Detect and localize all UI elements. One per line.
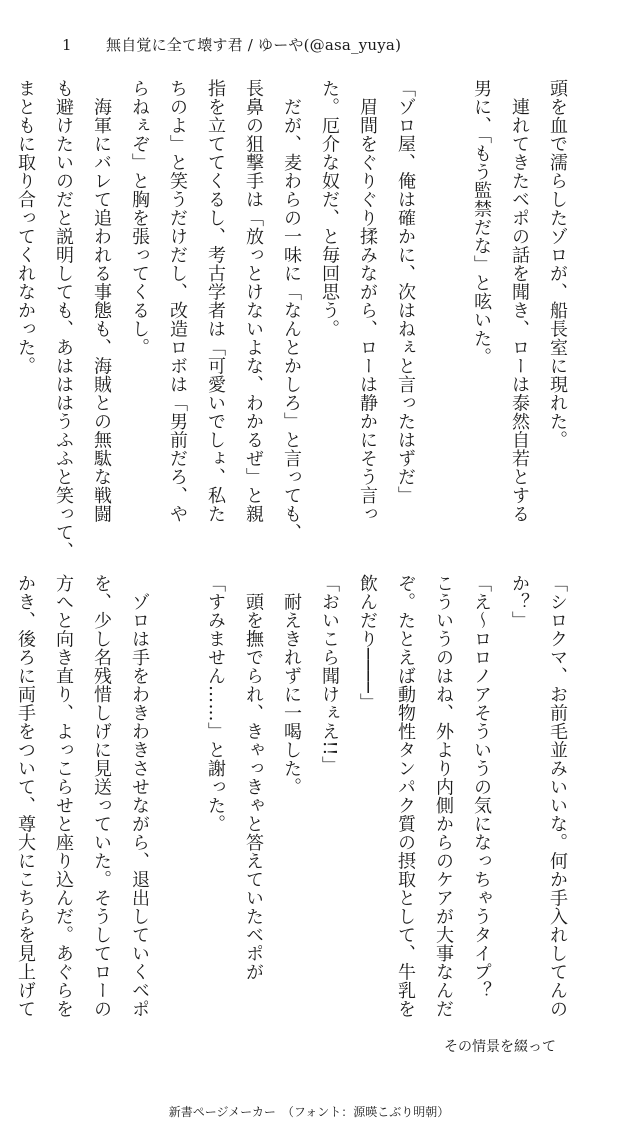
- page-header: [62, 34, 401, 55]
- text-line: 耐えきれずに一喝した。: [281, 574, 302, 796]
- text-line: を、少し名残惜しげに見送っていた。そうしてローの: [91, 574, 112, 1018]
- text-line: ちのよ」と笑うだけだし、改造ロボは「男前だろ、や: [167, 79, 188, 523]
- text-line: だが、麦わらの一味に「なんとかしろ」と言っても、: [281, 79, 302, 542]
- text-line: 頭を撫でられ、きゃっきゃと答えていたベポが: [243, 574, 264, 981]
- text-line: 「ゾロ屋、俺は確かに、次はねぇと言ったはずだ」: [395, 79, 416, 505]
- caption-text: その情景を綴って: [444, 1039, 556, 1055]
- page-number: 1: [62, 36, 72, 54]
- text-line: まともに取り合ってくれなかった。: [15, 79, 36, 375]
- text-line: [158, 574, 196, 1026]
- work-title: 無自覚に全て壊す君 / ゆーや(@asa_yuya): [106, 36, 402, 54]
- top-text-block: [15, 79, 576, 560]
- text-line: 「え〜ロロノアそういうの気になっちゃうタイプ？: [471, 574, 492, 1000]
- text-line: 連れてきたベポの話を聞き、ローは泰然自若とする: [509, 79, 530, 523]
- text-line: た。厄介な奴だ、と毎回思う。: [319, 79, 340, 338]
- text-line: [424, 79, 462, 531]
- text-line: 方へと向き直り、よっこらせと座り込んだ。あぐらを: [53, 574, 74, 1018]
- text-line: ゾロは手をわきわきさせながら、退出していくベポ: [129, 574, 150, 1018]
- text-line: 指を立ててくるし、考古学者は「可愛いでしょ、私た: [205, 79, 226, 523]
- text-line: 飲んだり────」: [357, 574, 378, 712]
- text-line: 海軍にバレて追われる事態も、海賊との無駄な戦闘: [91, 79, 112, 523]
- text-line: か？」: [509, 574, 530, 630]
- text-line: 頭を血で濡らしたゾロが、船長室に現れた。: [547, 79, 568, 449]
- text-line: 男に、「もう監禁だな」と呟いた。: [471, 79, 492, 366]
- text-line: 眉間をぐりぐり揉みながら、ローは静かにそう言っ: [357, 79, 378, 523]
- text-line: かき、後ろに両手をついて、尊大にこちらを見上げて: [15, 574, 36, 1018]
- text-line: 「シロクマ、お前毛並みいいな。何か手入れしてんの: [547, 574, 568, 1018]
- page-footer: 新書ページメーカー （フォント：源暎こぶり明朝）: [168, 1105, 450, 1119]
- bottom-text-block: [15, 574, 576, 1026]
- text-line: 「おいこら聞けぇえ!!」: [319, 574, 340, 775]
- text-line: [0, 79, 6, 531]
- text-line: 「すみません……」と謝った。: [205, 574, 226, 833]
- text-line: らねぇぞ」と胸を張ってくるし。: [129, 79, 150, 357]
- text-line: 長鼻の狙撃手は「放っとけないよな、わかるぜ」と親: [243, 79, 264, 523]
- text-line: ぞ。たとえば動物性タンパク質の摂取として、牛乳を: [395, 574, 416, 1018]
- text-line: も避けたいのだと説明しても、あはははうふふと笑って、: [53, 79, 74, 560]
- text-line: こういうのはね、外より内側からのケアが大事なんだ: [433, 574, 454, 1018]
